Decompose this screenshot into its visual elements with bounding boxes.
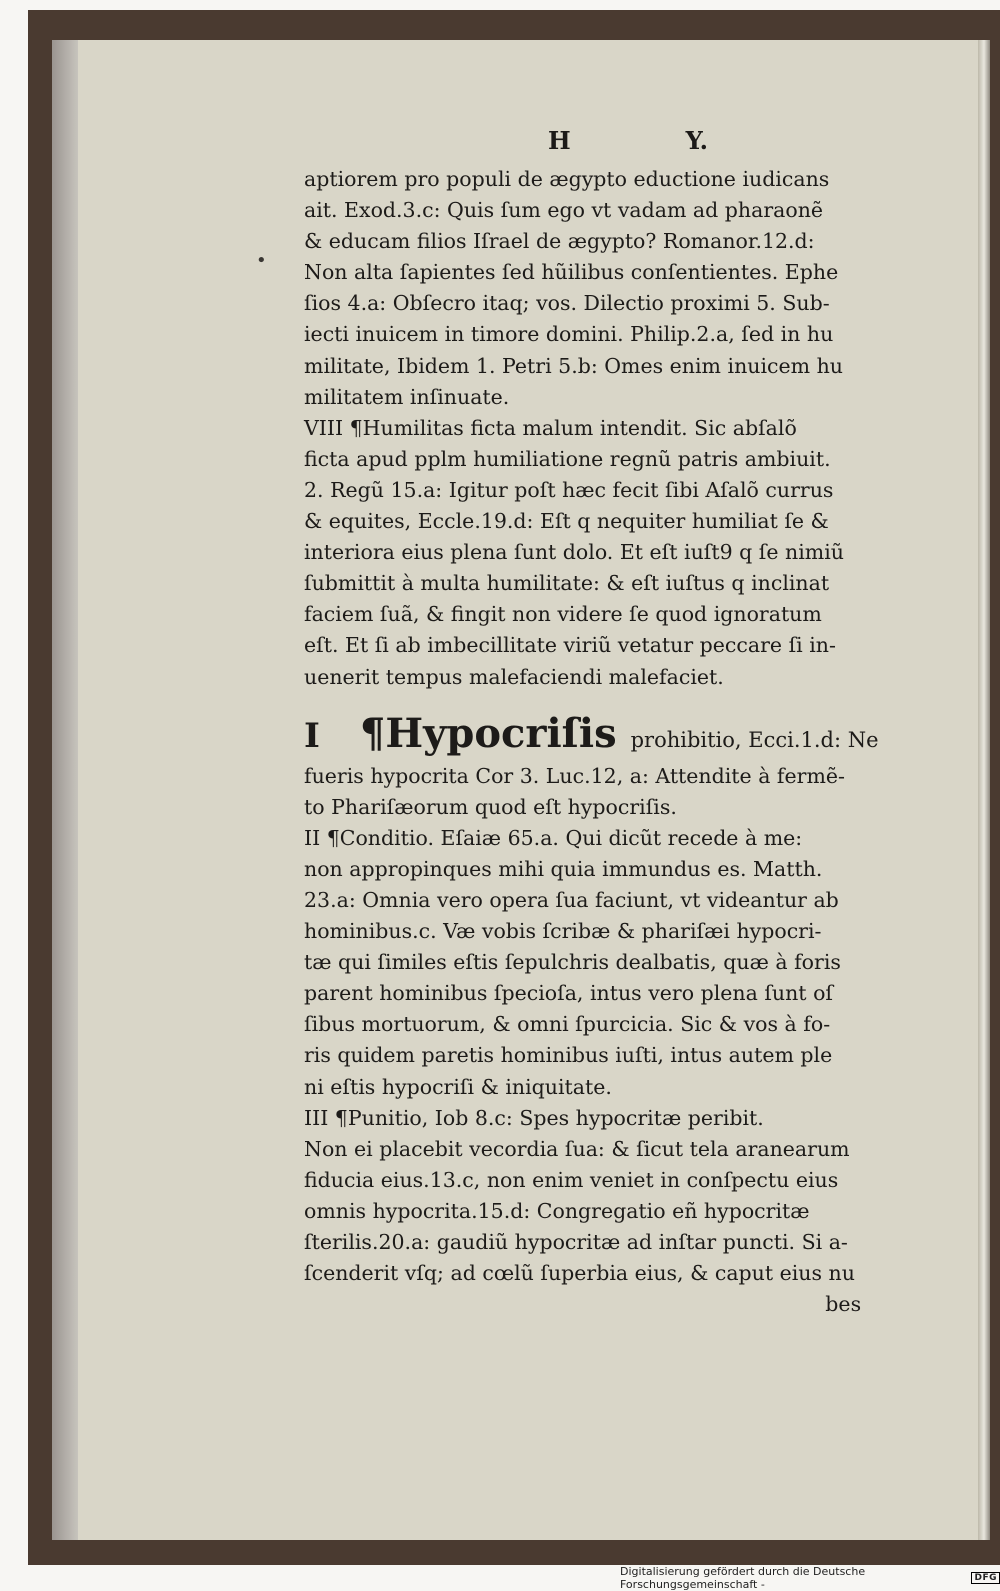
entry-heading: [304, 707, 964, 761]
text-line: II ¶Conditio. Eſaiæ 65.a. Qui dicũt recede à me:: [304, 825, 803, 850]
text-line: 2. Regũ 15.a: Igitur poſt hæc fecit ſibi Aſalõ currus: [304, 477, 834, 502]
entry-headword: ¶Hypocriſis: [359, 709, 617, 757]
text-line: fueris hypocrita Cor 3. Luc.12, a: Attendite à fermẽ-: [304, 763, 845, 788]
text-line: Non alta ſapientes ſed hũilibus conſentientes. Ephe: [304, 260, 839, 285]
text-line: ſibus mortuorum, & omni ſpurcicia. Sic & vos à fo-: [304, 1012, 831, 1037]
book-spine: [52, 40, 78, 1540]
text-line: & educam filios Iſrael de ægypto? Romanor.12.d:: [304, 229, 815, 254]
section-gap: [304, 693, 964, 707]
text-line: ſios 4.a: Obſecro itaq; vos. Dilectio proximi 5. Sub-: [304, 291, 830, 316]
text-line: parent hominibus ſpecioſa, intus vero plena ſunt oſ: [304, 981, 833, 1006]
text-line: ni eſtis hypocriſi & iniquitate.: [304, 1074, 612, 1099]
text-line: militatem inſinuate.: [304, 384, 510, 409]
text-line: & equites, Eccle.19.d: Eſt q nequiter humiliat ſe &: [304, 509, 829, 534]
text-line: ſcenderit vſq; ad cœlũ ſuperbia eius, & caput eius nu: [304, 1261, 855, 1286]
text-line: non appropinques mihi quia immundus es. Matth.: [304, 856, 823, 881]
entry-numeral: I: [304, 715, 320, 756]
body-text: [304, 164, 964, 1320]
text-line: to Phariſæorum quod eſt hypocriſis.: [304, 794, 677, 819]
text-line: ris quidem paretis hominibus iuſti, intus autem ple: [304, 1043, 833, 1068]
dfg-logo-icon: DFG: [971, 1572, 1000, 1584]
text-line: VIII ¶Humilitas ficta malum intendit. Sic abſalõ: [304, 415, 797, 440]
text-line: III ¶Punitio, Iob 8.c: Spes hypocritæ peribit.: [304, 1105, 764, 1130]
text-line: eſt. Et ſi ab imbecillitate viriũ vetatur peccare ſi in-: [304, 633, 836, 658]
text-line: 23.a: Omnia vero opera ſua faciunt, vt videantur ab: [304, 887, 839, 912]
text-line: hominibus.c. Væ vobis ſcribæ & phariſæi hypocri-: [304, 919, 822, 944]
header-left: H: [548, 126, 571, 155]
digitization-credit: [620, 1565, 1000, 1591]
text-line: militate, Ibidem 1. Petri 5.b: Omes enim inuicem hu: [304, 353, 844, 378]
text-line: iecti inuicem in timore domini. Philip.2.a, ſed in hu: [304, 322, 834, 347]
entry-heading-rest: prohibitio, Ecci.1.d: Ne: [630, 727, 879, 752]
text-line: tæ qui ſimiles eſtis ſepulchris dealbatis, quæ à foris: [304, 950, 841, 975]
running-header: [548, 126, 708, 155]
text-line: aptiorem pro populi de ægypto eductione iudicans: [304, 167, 830, 191]
text-line: ficta apud pplm humiliatione regnũ patris ambiuit.: [304, 446, 831, 471]
margin-mark: •: [256, 250, 267, 271]
text-line: fiducia eius.13.c, non enim veniet in conſpectu eius: [304, 1167, 839, 1192]
footer-text: Digitalisierung gefördert durch die Deutsche Forschungsgemeinschaft -: [620, 1565, 866, 1591]
text-line: ſubmittit à multa humilitate: & eſt iuſtus q inclinat: [304, 571, 830, 596]
text-line: ſterilis.20.a: gaudiũ hypocritæ ad inſtar puncti. Si a-: [304, 1230, 848, 1254]
page-edge: [978, 40, 990, 1540]
text-line: uenerit tempus malefaciendi malefaciet.: [304, 664, 724, 689]
header-right: Y.: [685, 126, 708, 155]
text-line: interiora eius plena ſunt dolo. Et eſt iuſt9 q ſe nimiũ: [304, 540, 844, 565]
text-line: omnis hypocrita.15.d: Congregatio eñ hypocritæ: [304, 1198, 810, 1223]
text-line: Non ei placebit vecordia ſua: & ſicut tela aranearum: [304, 1136, 850, 1161]
text-line: faciem ſuã, & fingit non videre ſe quod ignoratum: [304, 602, 822, 627]
catchword-line: bes: [304, 1292, 862, 1317]
text-line: ait. Exod.3.c: Quis ſum ego vt vadam ad pharaonẽ: [304, 198, 824, 223]
